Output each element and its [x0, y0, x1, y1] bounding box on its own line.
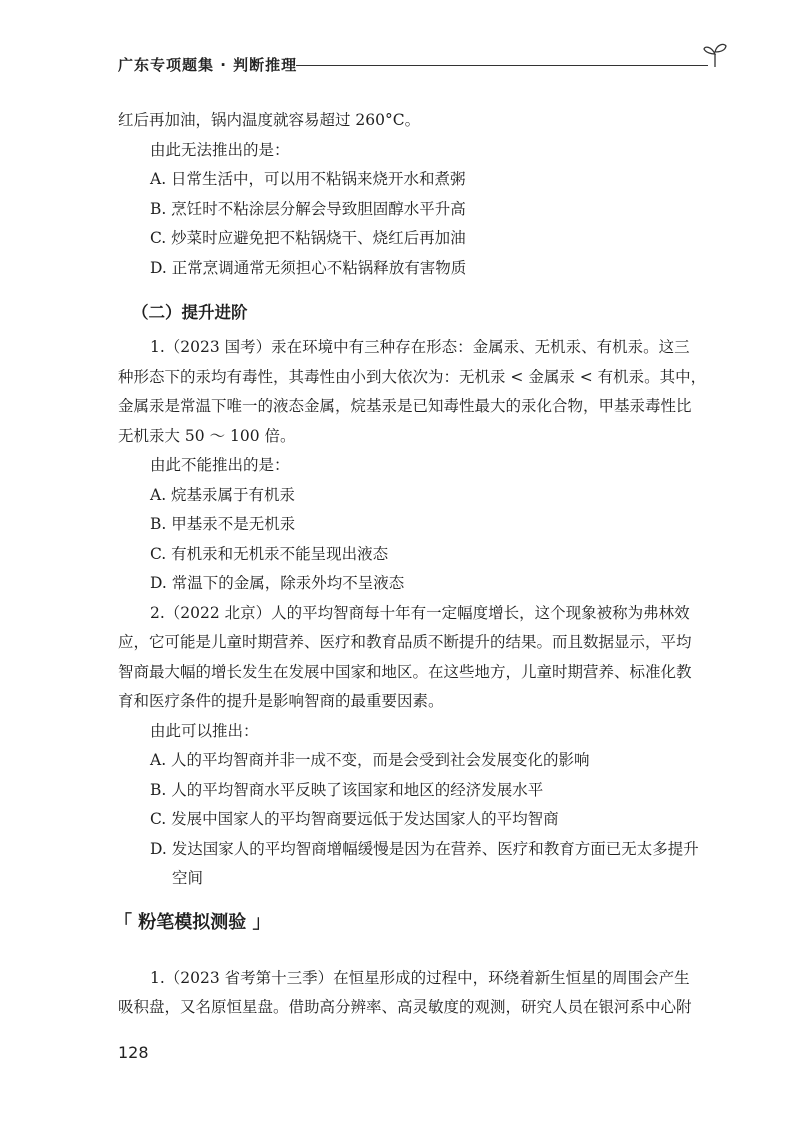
question-1-option-a: A. 烷基汞属于有机汞 — [150, 485, 296, 504]
running-header — [118, 50, 728, 80]
sprout-icon — [702, 40, 728, 68]
intro-option-c: C. 炒菜时应避免把不粘锅烧干、烧红后再加油 — [150, 229, 466, 247]
header-rule — [296, 65, 708, 66]
question-1-option-c: C. 有机汞和无机汞不能呈现出液态 — [150, 544, 389, 563]
subsection-heading: （二）提升进阶 — [132, 303, 248, 322]
intro-option-b: B. 烹饪时不粘涂层分解会导致胆固醇水平升高 — [150, 199, 466, 218]
intro-option-a: A. 日常生活中，可以用不粘锅来烧开水和煮粥 — [150, 170, 466, 188]
question-2-option-d: D. 发达国家人的平均智商增幅缓慢是因为在营养、医疗和教育方面已无太多提升 — [150, 839, 699, 858]
intro-continuation-line: 红后再加油，锅内温度就容易超过 260°C。 — [118, 111, 421, 129]
page-number: 128 — [118, 1043, 149, 1062]
question-2-line: 应，它可能是儿童时期营养、医疗和教育品质不断提升的结果。而且数据显示，平均 — [118, 633, 692, 651]
question-2-option-a: A. 人的平均智商并非一成不变，而是会受到社会发展变化的影响 — [150, 751, 590, 769]
question-3 — [118, 964, 718, 1023]
question-1-option-b: B. 甲基汞不是无机汞 — [150, 515, 296, 533]
section-heading: 「 粉笔模拟测验 」 — [114, 911, 271, 933]
question-1-line: 种形态下的汞均有毒性，其毒性由小到大依次为：无机汞 < 金属汞 < 有机汞。其中， — [118, 367, 707, 386]
question-3-line: 吸积盘，又名原恒星盘。借助高分辨率、高灵敏度的观测，研究人员在银河系中心附 — [118, 998, 692, 1016]
question-2-line: 2.（2022 北京）人的平均智商每十年有一定幅度增长，这个现象被称为弗林效 — [150, 603, 690, 622]
question-1 — [118, 333, 718, 599]
question-2-line: 智商最大幅的增长发生在发展中国家和地区。在这些地方，儿童时期营养、标准化教 — [118, 662, 692, 681]
question-2-stem: 由此可以推出： — [150, 721, 259, 740]
question-1-option-d: D. 常温下的金属，除汞外均不呈液态 — [150, 574, 405, 592]
intro-option-d: D. 正常烹调通常无须担心不粘锅释放有害物质 — [150, 258, 467, 277]
header-title: 广东专项题集 · 判断推理 — [118, 56, 298, 74]
question-2-line: 育和医疗条件的提升是影响智商的最重要因素。 — [118, 692, 444, 710]
question-2-option-b: B. 人的平均智商水平反映了该国家和地区的经济发展水平 — [150, 780, 544, 799]
page-content — [114, 106, 718, 1023]
question-3-line: 1.（2023 省考第十三季）在恒星形成的过程中，环绕着新生恒星的周围会产生 — [150, 968, 690, 987]
question-2 — [118, 599, 718, 894]
question-1-stem: 由此不能推出的是： — [150, 456, 290, 474]
intro-stem: 由此无法推出的是： — [150, 140, 290, 159]
question-2-option-c: C. 发展中国家人的平均智商要远低于发达国家人的平均智商 — [150, 810, 559, 828]
question-1-line: 1.（2023 国考）汞在环境中有三种存在形态：金属汞、无机汞、有机汞。这三 — [150, 338, 690, 356]
question-1-line: 无机汞大 50 ～ 100 倍。 — [118, 426, 296, 445]
question-1-line: 金属汞是常温下唯一的液态金属，烷基汞是已知毒性最大的汞化合物，甲基汞毒性比 — [118, 397, 692, 415]
question-2-option-d-continuation: 空间 — [172, 869, 204, 887]
